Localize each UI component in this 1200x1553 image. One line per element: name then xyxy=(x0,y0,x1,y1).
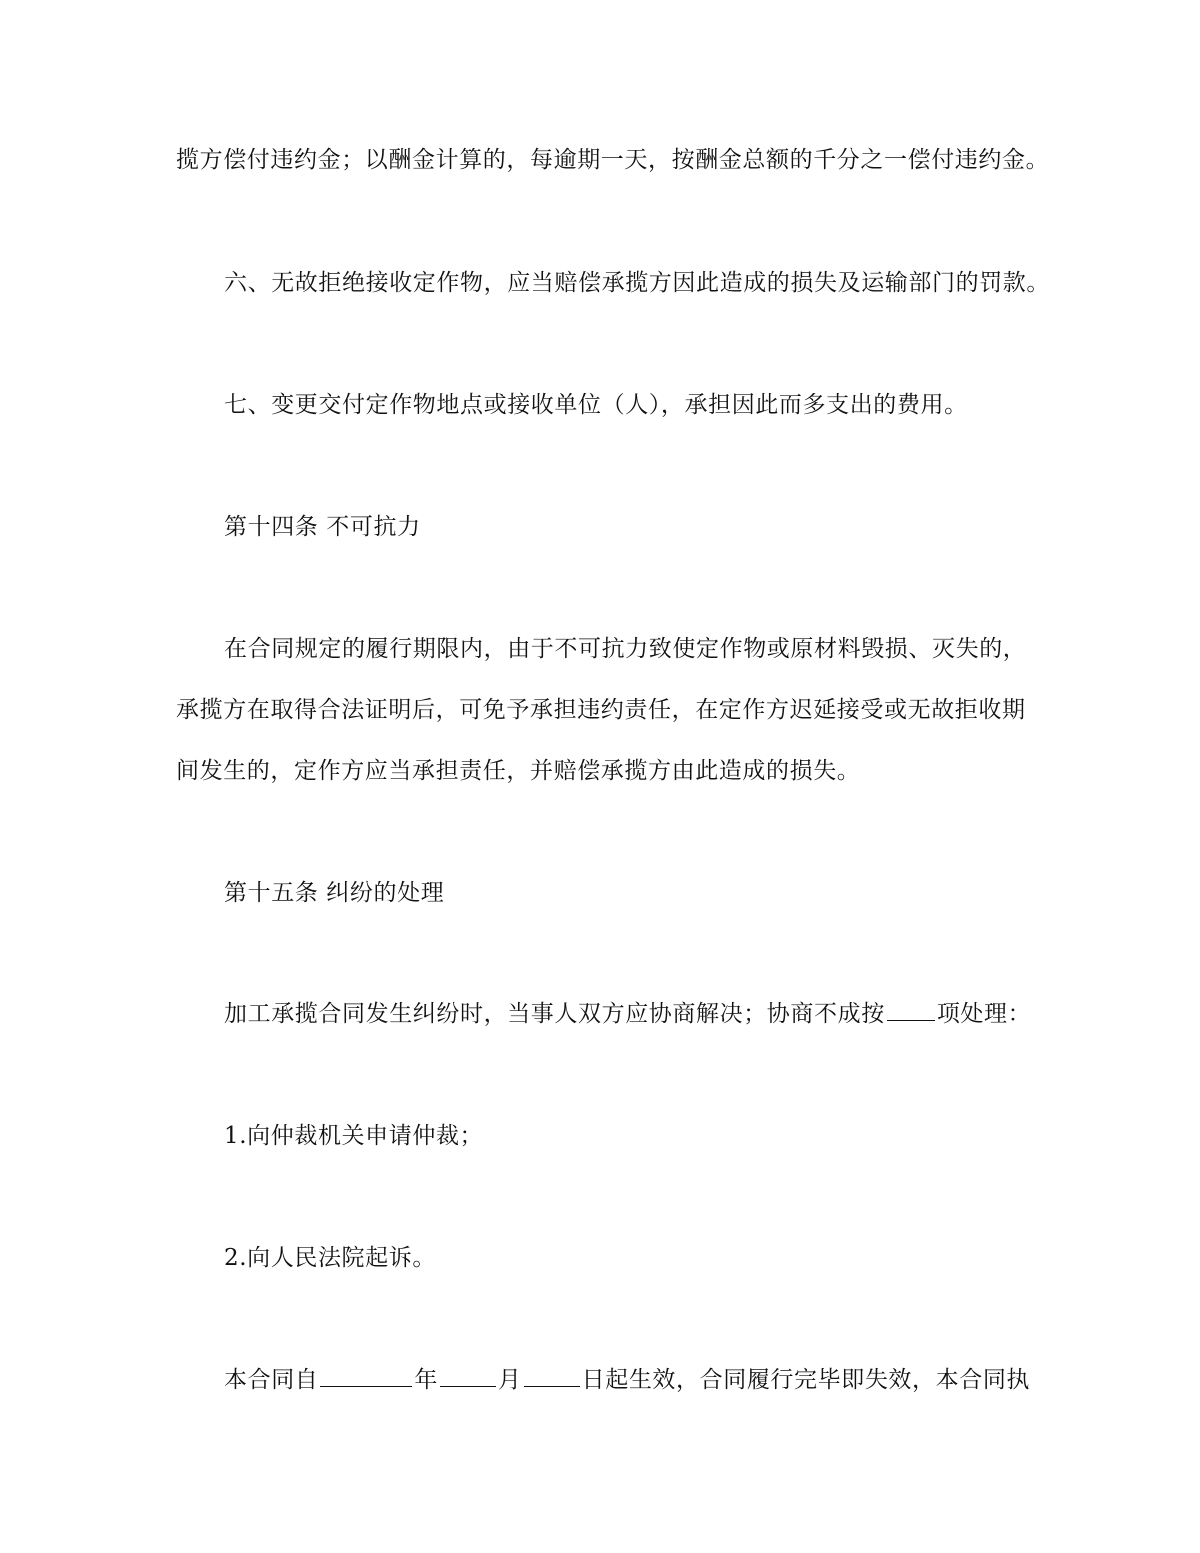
line-text: 揽方偿付违约金；以酬金计算的，每逾期一天，按酬金总额的千分之一偿付违约金。 xyxy=(176,147,1050,173)
paragraph-line xyxy=(176,693,1026,727)
line-text: 承揽方在取得合法证明后，可免予承担违约责任，在定作方迟延接受或无故拒收期 xyxy=(176,697,1026,723)
blank-year-field[interactable] xyxy=(320,1364,412,1387)
line-text: 月 xyxy=(498,1367,522,1393)
line-text: 日起生效，合同履行完毕即失效，本合同执 xyxy=(581,1367,1031,1393)
article-fourteen-heading xyxy=(224,510,421,544)
paragraph-line xyxy=(224,632,1026,666)
article-fifteen-heading xyxy=(224,876,444,910)
line-text: 六、无故拒绝接收定作物，应当赔偿承揽方因此造成的损失及运输部门的罚款。 xyxy=(224,270,1050,296)
blank-day-field[interactable] xyxy=(524,1364,580,1387)
heading-text: 第十四条 不可抗力 xyxy=(224,514,421,540)
dispute-paragraph xyxy=(224,997,1031,1031)
clause-seven xyxy=(224,388,968,422)
line-text: 1.向仲裁机关申请仲裁； xyxy=(224,1123,484,1149)
line-text: 年 xyxy=(414,1367,439,1393)
effective-date-paragraph xyxy=(224,1363,1030,1397)
blank-month-field[interactable] xyxy=(440,1364,496,1387)
line-text: 加工承揽合同发生纠纷时，当事人双方应协商解决；协商不成按 xyxy=(224,1001,885,1027)
line-text: 本合同自 xyxy=(224,1367,319,1393)
paragraph-line xyxy=(176,143,1049,177)
option-arbitration xyxy=(224,1119,483,1153)
paragraph-line xyxy=(176,754,860,788)
blank-option-field[interactable] xyxy=(887,998,935,1021)
option-litigation xyxy=(224,1241,436,1275)
line-text: 间发生的，定作方应当承担责任，并赔偿承揽方由此造成的损失。 xyxy=(176,758,861,784)
line-text: 2.向人民法院起诉。 xyxy=(224,1245,436,1271)
line-text: 项处理： xyxy=(936,1001,1032,1027)
line-text: 七、变更交付定作物地点或接收单位（人），承担因此而多支出的费用。 xyxy=(224,392,968,418)
clause-six xyxy=(224,266,1050,300)
line-text: 在合同规定的履行期限内，由于不可抗力致使定作物或原材料毁损、灭失的， xyxy=(224,636,1027,662)
heading-text: 第十五条 纠纷的处理 xyxy=(224,880,445,906)
